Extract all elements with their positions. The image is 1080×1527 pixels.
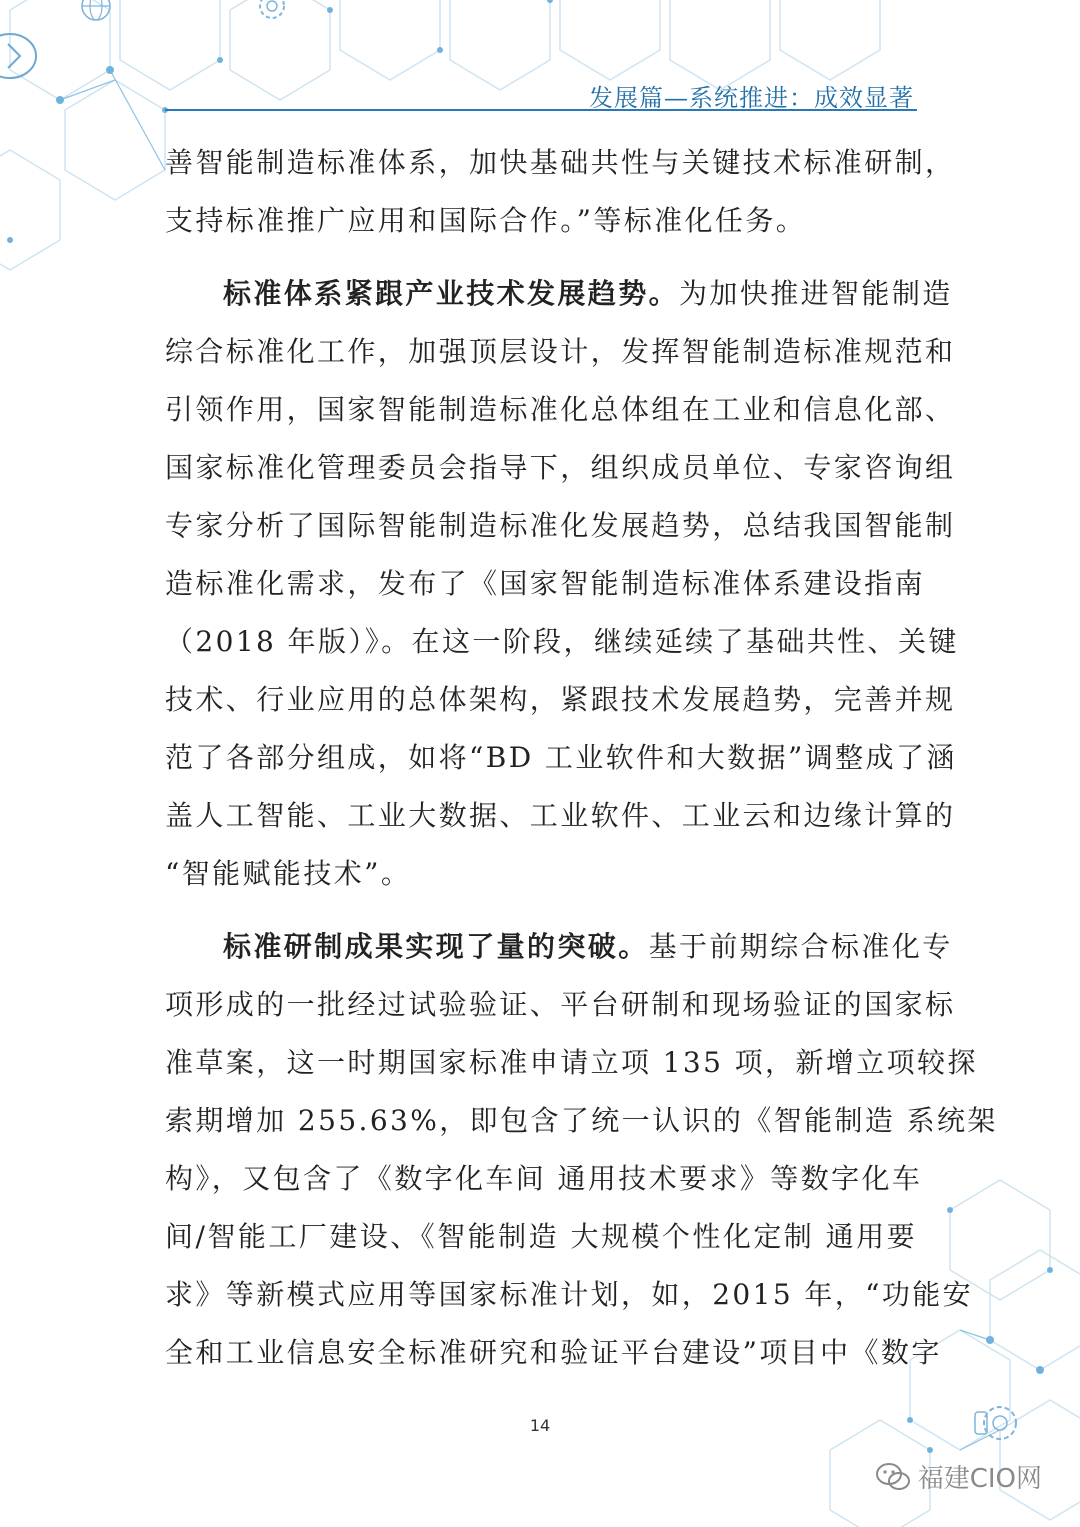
text-line: 引领作用，国家智能制造标准化总体组在工业和信息化部、 [165,393,956,426]
paragraph-lead: 标准体系紧跟产业技术发展趋势。 [223,277,680,310]
text-line: 构》，又包含了《数字化车间 通用技术要求》等数字化车 [165,1162,923,1195]
text-line: 索期增加 255.63%，即包含了统一认识的《智能制造 系统架 [165,1104,998,1137]
text-line-first [165,918,953,976]
brain-chip-icon [0,34,36,78]
gear-icon [260,0,284,18]
paragraph-continuation [165,134,956,250]
wechat-icon [876,1462,910,1492]
document-body [165,134,998,1382]
text-line: 技术、行业应用的总体架构，紧跟技术发展趋势，完善并规 [165,683,956,716]
text-line: 造标准化需求，发布了《国家智能制造标准体系建设指南 [165,567,926,600]
paragraph-lead: 标准研制成果实现了量的突破。 [223,930,649,963]
watermark-text: 福建CIO网 [917,1464,1042,1494]
text-line: 间/智能工厂建设、《智能制造 大规模个性化定制 通用要 [165,1220,917,1253]
paragraph-text: 基于前期综合标准化专 [648,930,953,963]
globe-icon [82,0,110,20]
paragraph-standard-system [165,265,959,903]
text-line: 项形成的一批经过试验验证、平台研制和现场验证的国家标 [165,988,956,1021]
text-line: 全和工业信息安全标准研究和验证平台建设”项目中《数字 [165,1336,942,1369]
text-line: 支持标准推广应用和国际合作。”等标准化任务。 [165,204,807,237]
text-line: 国家标准化管理委员会指导下，组织成员单位、专家咨询组 [165,451,956,484]
paragraph-text: 为加快推进智能制造 [679,277,953,310]
text-line: 综合标准化工作，加强顶层设计，发挥智能制造标准规范和 [165,335,956,368]
text-line-first [165,265,953,323]
text-line: 范了各部分组成，如将“BD 工业软件和大数据”调整成了涵 [165,741,957,774]
text-line: “智能赋能技术”。 [165,857,412,890]
text-line: （2018 年版）》。在这一阶段，继续延续了基础共性、关键 [165,625,959,658]
section-header-title: 发展篇—系统推进：成效显著 [589,84,914,112]
watermark [876,1458,1042,1495]
text-line: 准草案，这一时期国家标准申请立项 135 项，新增立项较探 [165,1046,978,1079]
text-line: 求》等新模式应用等国家标准计划，如，2015 年，“功能安 [165,1278,974,1311]
page-number: 14 [529,1416,551,1435]
text-line: 盖人工智能、工业大数据、工业软件、工业云和边缘计算的 [165,799,956,832]
header-divider [165,109,917,111]
text-line: 善智能制造标准体系，加快基础共性与关键技术标准研制， [165,146,956,179]
text-line: 专家分析了国际智能制造标准化发展趋势，总结我国智能制 [165,509,956,542]
paragraph-standard-results [165,918,998,1382]
